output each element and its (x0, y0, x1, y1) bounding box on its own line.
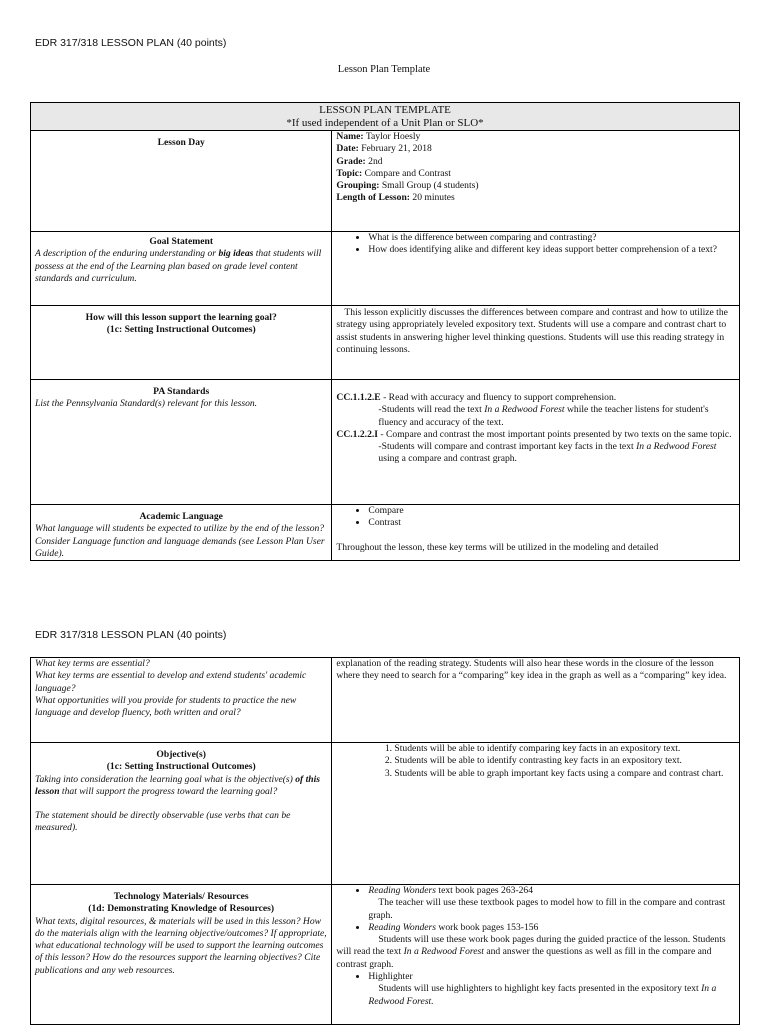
standard-1: CC.1.1.2.E - Read with accuracy and fluency to support comprehension. (336, 392, 617, 403)
table-title: LESSON PLAN TEMPLATE (319, 104, 451, 116)
list-item: • How does identifying alike and different key ideas support better comprehension of a text? (368, 244, 735, 256)
academic-cont-desc-1: What key terms are essential? (35, 658, 150, 669)
page-header: EDR 317/318 LESSON PLAN (40 points) (35, 37, 227, 49)
lesson-day-label-cell (31, 131, 332, 232)
support-content (332, 306, 740, 380)
technology-list (336, 922, 735, 934)
goal-description: A description of the enduring understanding or big ideas that students will possess at the end of the Learning plan based on grade level content standards and curriculum. (35, 248, 322, 284)
list-item: • Contrast (368, 517, 735, 529)
technology-label-cell (31, 885, 332, 1025)
academic-bullet-list (336, 505, 735, 530)
grade-row (336, 156, 735, 168)
grouping-label: Grouping: (336, 180, 380, 192)
list-item: 2. Students will be able to identify contrasting key facts in an expository text. (394, 755, 735, 767)
list-item: • Compare (368, 505, 735, 517)
lesson-day-label: Lesson Day (157, 137, 205, 148)
technology-list (336, 885, 735, 897)
objectives-label-cell (31, 743, 332, 885)
lesson-plan-table (30, 102, 740, 561)
grouping-row (336, 180, 735, 192)
standards-description: List the Pennsylvania Standard(s) relevant for this lesson. (35, 398, 258, 410)
lesson-day-info (332, 131, 740, 232)
length-value: 20 minutes (412, 192, 455, 204)
list-item: • Highlighter (368, 971, 735, 983)
academic-text: Throughout the lesson, these key terms will be utilized in the modeling and detailed (336, 541, 659, 553)
support-label-cell (31, 306, 332, 380)
goal-label-cell (31, 232, 332, 306)
support-label: How will this lesson support the learning goal? (85, 312, 277, 323)
topic-row (336, 168, 735, 180)
grade-value: 2nd (368, 155, 383, 167)
academic-cont-desc-3: What opportunities will you provide for students to practice the new language and develop fluency, both written and oral? (35, 694, 297, 719)
academic-cont-content (332, 658, 740, 743)
academic-cont-label-cell (31, 658, 332, 743)
objectives-sublabel: (1c: Setting Instructional Outcomes) (106, 761, 256, 773)
technology-label: Technology Materials/ Resources (113, 891, 249, 902)
goal-label: Goal Statement (149, 236, 214, 247)
date-label: Date: (336, 143, 359, 155)
objectives-description: Taking into consideration the learning goal what is the objective(s) of this lesson that will support the progress toward the learning goal? (35, 773, 321, 797)
standards-label-cell (31, 380, 332, 505)
objectives-content (332, 743, 740, 885)
academic-cont-text: explanation of the reading strategy. Students will also hear these words in the closure of the lesson where they need to search for a “comparing” key idea in the graph as well as a “comparing” key idea. (336, 658, 727, 682)
grade-label: Grade: (336, 155, 366, 167)
standard-1-detail: -Students will read the text In a Redwood Forest while the teacher listens for student's fluency and accuracy of the text. (378, 404, 709, 428)
technology-item-1-detail: The teacher will use these textbook pages to model how to fill in the compare and contrast graph. (368, 897, 726, 921)
name-value: Taylor Hoesly (365, 131, 421, 142)
table-title-cell (31, 103, 740, 131)
technology-item-2-detail: Students will use these work book pages during the guided practice of the lesson. Students will read the text In a Redwood Forest and answer the questions as well as fill in the compare and contrast graph. (336, 934, 726, 970)
objectives-list (336, 743, 735, 780)
length-label: Length of Lesson: (336, 192, 410, 204)
academic-description: What language will students be expected to utilize by the end of the lesson? Consider Language function and language demands (see Lesson Plan User Guide). (35, 523, 325, 559)
topic-value: Compare and Contrast (364, 167, 451, 179)
goal-bullet-list (336, 232, 735, 257)
academic-label-cell (31, 505, 332, 561)
standard-2: CC.1.2.2.I - Compare and contrast the most important points presented by two texts on the same topic. (336, 428, 732, 440)
date-row (336, 143, 735, 155)
list-item: 1. Students will be able to identify comparing key facts in an expository text. (394, 743, 735, 755)
page-header: EDR 317/318 LESSON PLAN (40 points) (35, 629, 227, 641)
objectives-note: The statement should be directly observable (use verbs that can be measured). (35, 810, 291, 834)
name-label: Name: (336, 131, 364, 142)
list-item: • Reading Wonders text book pages 263-264 (368, 885, 735, 897)
document-title: Lesson Plan Template (337, 64, 431, 75)
support-text: This lesson explicitly discusses the differences between compare and contrast and how to utilize the strategy using appropriately leveled expository text. Students will use a compare and contrast chart to assist students in answering higher level thinking questions. Students will use this reading strategy in continuing lessons. (336, 307, 728, 355)
objectives-label: Objective(s) (156, 749, 206, 760)
standards-content (332, 380, 740, 505)
technology-description: What texts, digital resources, & materials will be used in this lesson? How do the materials align with the learning objective/outcomes? If appropriate, what educational technology will be used to support the learning outcomes of this lesson? How do the resources support the learning objectives? Cite publications and any web resources. (35, 915, 327, 976)
list-item: • What is the difference between comparing and contrasting? (368, 232, 735, 244)
list-item: • Reading Wonders work book pages 153-156 (368, 922, 735, 934)
technology-list (336, 971, 735, 983)
standards-label: PA Standards (153, 386, 210, 397)
lesson-plan-table-continued (30, 657, 740, 1025)
academic-cont-desc-2: What key terms are essential to develop and extend students' academic language? (35, 670, 307, 694)
academic-content (332, 505, 740, 561)
standard-2-detail: -Students will compare and contrast important key facts in the text In a Redwood Forest using a compare and contrast graph. (378, 441, 717, 465)
support-sublabel: (1c: Setting Instructional Outcomes) (106, 324, 256, 336)
technology-sublabel: (1d: Demonstrating Knowledge of Resources) (88, 903, 275, 915)
grouping-value: Small Group (4 students) (381, 180, 479, 192)
length-row (336, 192, 735, 204)
goal-content (332, 232, 740, 306)
technology-content (332, 885, 740, 1025)
technology-item-3-detail: Students will use highlighters to highlight key facts presented in the expository text In a Redwood Forest. (368, 983, 717, 1007)
list-item: 3. Students will be able to graph important key facts using a compare and contrast chart. (394, 768, 735, 780)
name-row (336, 131, 735, 143)
topic-label: Topic: (336, 167, 363, 179)
table-subtitle: *If used independent of a Unit Plan or SLO* (286, 116, 484, 129)
academic-label: Academic Language (139, 511, 223, 522)
date-value: February 21, 2018 (361, 143, 432, 155)
